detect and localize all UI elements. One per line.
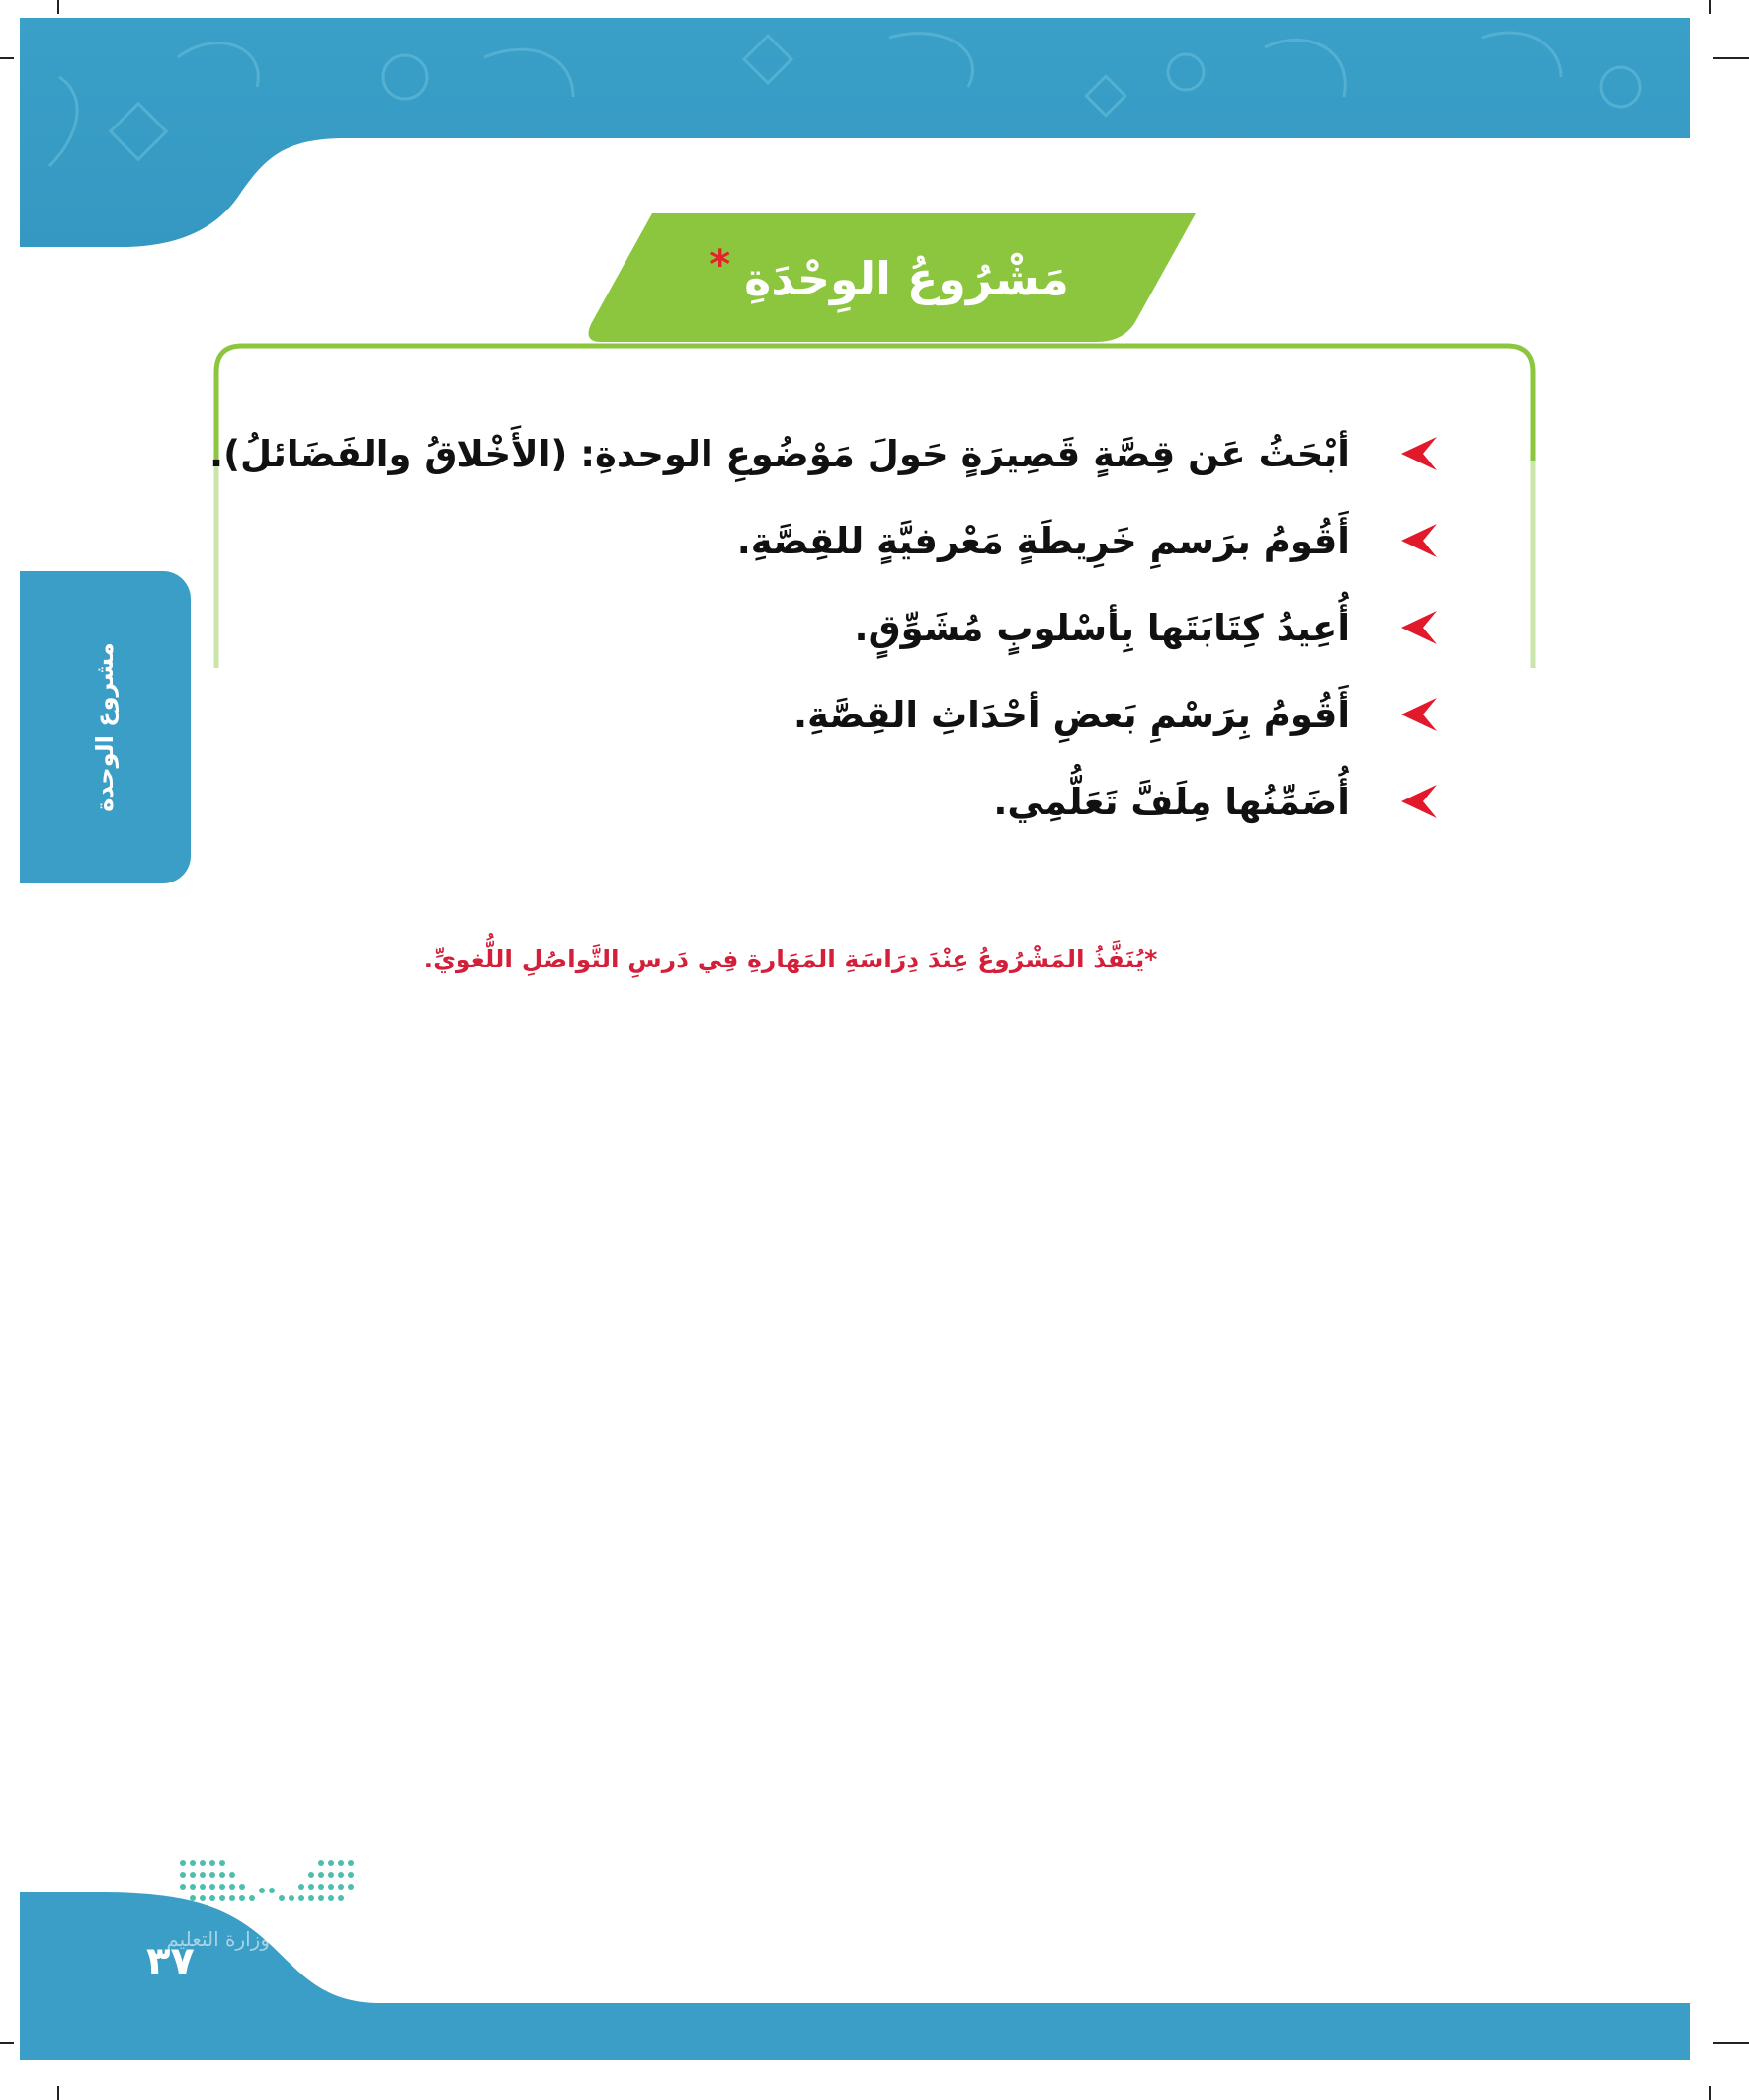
list-item bbox=[350, 758, 1437, 845]
task-text: أُعِيدُ كِتَابَتَها بِأسْلوبٍ مُشَوِّقٍ. bbox=[854, 606, 1350, 649]
task-text: أَقُومُ برَسمِ خَرِيطَةٍ مَعْرفيَّةٍ للقِصَّةِ. bbox=[736, 519, 1350, 562]
list-item bbox=[350, 671, 1437, 758]
arrow-left-icon bbox=[1401, 524, 1437, 557]
page-title bbox=[583, 213, 1196, 344]
ministry-name: وزارة التعليم bbox=[166, 1927, 270, 1951]
task-text: أَقُومُ بِرَسْمِ بَعضِ أحْدَاثِ القِصَّةِ. bbox=[792, 693, 1350, 736]
page-number: ٣٧ bbox=[146, 1939, 195, 1984]
list-item bbox=[350, 584, 1437, 671]
task-text: أبْحَثُ عَن قِصَّةٍ قَصِيرَةٍ حَولَ مَوْضُوعِ الوحدةِ: (الأَخْلاقُ والفَضَائلُ). bbox=[209, 432, 1350, 475]
title-label: مَشْرُوعُ الوِحْدَةِ bbox=[744, 252, 1069, 305]
list-item bbox=[209, 410, 1437, 497]
ministry-logo bbox=[94, 1853, 361, 1981]
task-list bbox=[209, 410, 1437, 845]
arrow-left-icon bbox=[1401, 611, 1437, 644]
side-tab-label: مشروع الوحدة bbox=[91, 642, 119, 812]
arrow-left-icon bbox=[1401, 437, 1437, 470]
list-item bbox=[350, 497, 1437, 584]
title-asterisk: * bbox=[709, 242, 731, 288]
arrow-left-icon bbox=[1401, 785, 1437, 818]
footnote: *يُنَفَّذُ المَشْرُوعُ عِنْدَ دِرَاسَةِ المَهَارةِ فِي دَرسِ التَّواصُلِ اللُّغويِّ. bbox=[423, 945, 1158, 973]
task-text: أُضَمِّنُها مِلَفَّ تَعَلُّمِي. bbox=[993, 780, 1350, 823]
arrow-left-icon bbox=[1401, 698, 1437, 731]
